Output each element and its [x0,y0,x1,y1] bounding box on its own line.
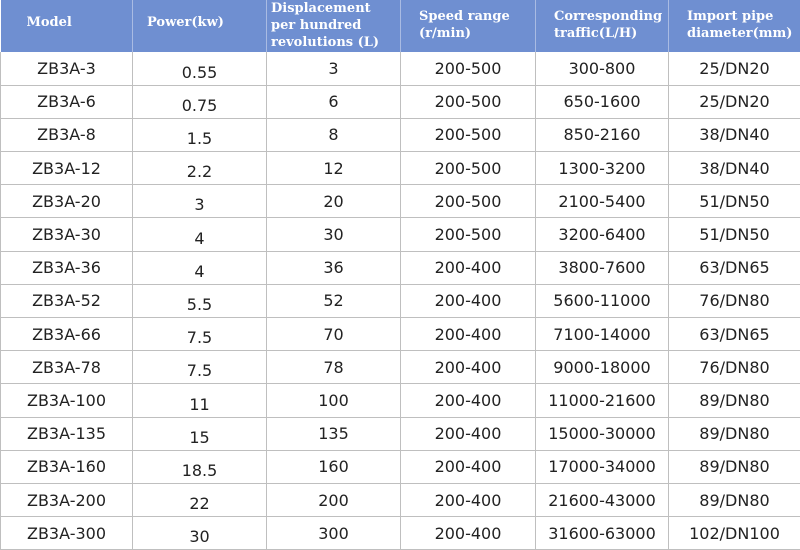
power-cell: 5.5 [133,284,267,317]
table-row [1,517,800,550]
traffic-cell: 3800-7600 [536,251,669,284]
model-cell: ZB3A-78 [1,351,133,384]
pipe-diameter-cell: 25/DN20 [669,52,800,85]
model-cell: ZB3A-200 [1,483,133,516]
traffic-cell: 17000-34000 [536,450,669,483]
model-cell: ZB3A-100 [1,384,133,417]
speed-range-cell: 200-500 [401,152,536,185]
table-row [1,118,800,151]
pipe-diameter-cell: 89/DN80 [669,384,800,417]
displacement-cell: 78 [267,351,401,384]
table-row [1,318,800,351]
displacement-cell: 160 [267,450,401,483]
speed-range-cell: 200-500 [401,85,536,118]
displacement-cell: 3 [267,52,401,85]
column-header-displacement: Displacement per hundred revolutions (L) [267,0,401,52]
pipe-diameter-cell: 102/DN100 [669,517,800,550]
pipe-diameter-cell: 51/DN50 [669,218,800,251]
model-cell: ZB3A-3 [1,52,133,85]
table-row [1,52,800,85]
displacement-cell: 52 [267,284,401,317]
traffic-cell: 11000-21600 [536,384,669,417]
speed-range-cell: 200-500 [401,52,536,85]
table-row [1,152,800,185]
traffic-cell: 300-800 [536,52,669,85]
pipe-diameter-cell: 38/DN40 [669,118,800,151]
column-header-pipe-diameter: Import pipe diameter(mm) [669,0,800,52]
power-cell: 22 [133,483,267,516]
speed-range-cell: 200-500 [401,118,536,151]
model-cell: ZB3A-36 [1,251,133,284]
traffic-cell: 3200-6400 [536,218,669,251]
displacement-cell: 20 [267,185,401,218]
power-cell: 4 [133,251,267,284]
displacement-cell: 70 [267,318,401,351]
pipe-diameter-cell: 51/DN50 [669,185,800,218]
power-cell: 0.75 [133,85,267,118]
speed-range-cell: 200-400 [401,483,536,516]
table-row [1,384,800,417]
power-cell: 4 [133,218,267,251]
traffic-cell: 31600-63000 [536,517,669,550]
model-cell: ZB3A-6 [1,85,133,118]
speed-range-cell: 200-400 [401,351,536,384]
power-cell: 3 [133,185,267,218]
traffic-cell: 15000-30000 [536,417,669,450]
speed-range-cell: 200-400 [401,251,536,284]
speed-range-cell: 200-500 [401,218,536,251]
traffic-cell: 21600-43000 [536,483,669,516]
column-header-power: Power(kw) [133,0,267,52]
table-row [1,417,800,450]
column-header-model: Model [1,0,133,52]
displacement-cell: 12 [267,152,401,185]
displacement-cell: 6 [267,85,401,118]
pipe-diameter-cell: 76/DN80 [669,351,800,384]
table-row [1,450,800,483]
model-cell: ZB3A-66 [1,318,133,351]
traffic-cell: 2100-5400 [536,185,669,218]
displacement-cell: 30 [267,218,401,251]
model-cell: ZB3A-160 [1,450,133,483]
power-cell: 0.55 [133,52,267,85]
pipe-diameter-cell: 63/DN65 [669,318,800,351]
pipe-diameter-cell: 76/DN80 [669,284,800,317]
model-cell: ZB3A-52 [1,284,133,317]
displacement-cell: 8 [267,118,401,151]
model-cell: ZB3A-30 [1,218,133,251]
header-row [1,0,800,52]
table-header [1,0,800,52]
speed-range-cell: 200-400 [401,450,536,483]
power-cell: 18.5 [133,450,267,483]
model-cell: ZB3A-20 [1,185,133,218]
table-row [1,483,800,516]
table-row [1,85,800,118]
speed-range-cell: 200-400 [401,318,536,351]
power-cell: 7.5 [133,318,267,351]
pipe-diameter-cell: 89/DN80 [669,417,800,450]
table-row [1,218,800,251]
power-cell: 7.5 [133,351,267,384]
table-row [1,185,800,218]
pipe-diameter-cell: 63/DN65 [669,251,800,284]
traffic-cell: 650-1600 [536,85,669,118]
displacement-cell: 36 [267,251,401,284]
power-cell: 11 [133,384,267,417]
model-cell: ZB3A-135 [1,417,133,450]
speed-range-cell: 200-400 [401,384,536,417]
table-row [1,351,800,384]
traffic-cell: 7100-14000 [536,318,669,351]
power-cell: 1.5 [133,118,267,151]
traffic-cell: 5600-11000 [536,284,669,317]
table-row [1,284,800,317]
speed-range-cell: 200-400 [401,284,536,317]
model-cell: ZB3A-300 [1,517,133,550]
column-header-traffic: Corresponding traffic(L/H) [536,0,669,52]
pipe-diameter-cell: 89/DN80 [669,483,800,516]
speed-range-cell: 200-400 [401,517,536,550]
table-row [1,251,800,284]
power-cell: 15 [133,417,267,450]
pipe-diameter-cell: 25/DN20 [669,85,800,118]
traffic-cell: 1300-3200 [536,152,669,185]
traffic-cell: 9000-18000 [536,351,669,384]
speed-range-cell: 200-500 [401,185,536,218]
model-cell: ZB3A-12 [1,152,133,185]
pipe-diameter-cell: 38/DN40 [669,152,800,185]
column-header-speed-range: Speed range (r/min) [401,0,536,52]
pipe-diameter-cell: 89/DN80 [669,450,800,483]
displacement-cell: 135 [267,417,401,450]
displacement-cell: 200 [267,483,401,516]
traffic-cell: 850-2160 [536,118,669,151]
power-cell: 2.2 [133,152,267,185]
displacement-cell: 100 [267,384,401,417]
displacement-cell: 300 [267,517,401,550]
speed-range-cell: 200-400 [401,417,536,450]
table-body [1,52,800,550]
power-cell: 30 [133,517,267,550]
model-cell: ZB3A-8 [1,118,133,151]
